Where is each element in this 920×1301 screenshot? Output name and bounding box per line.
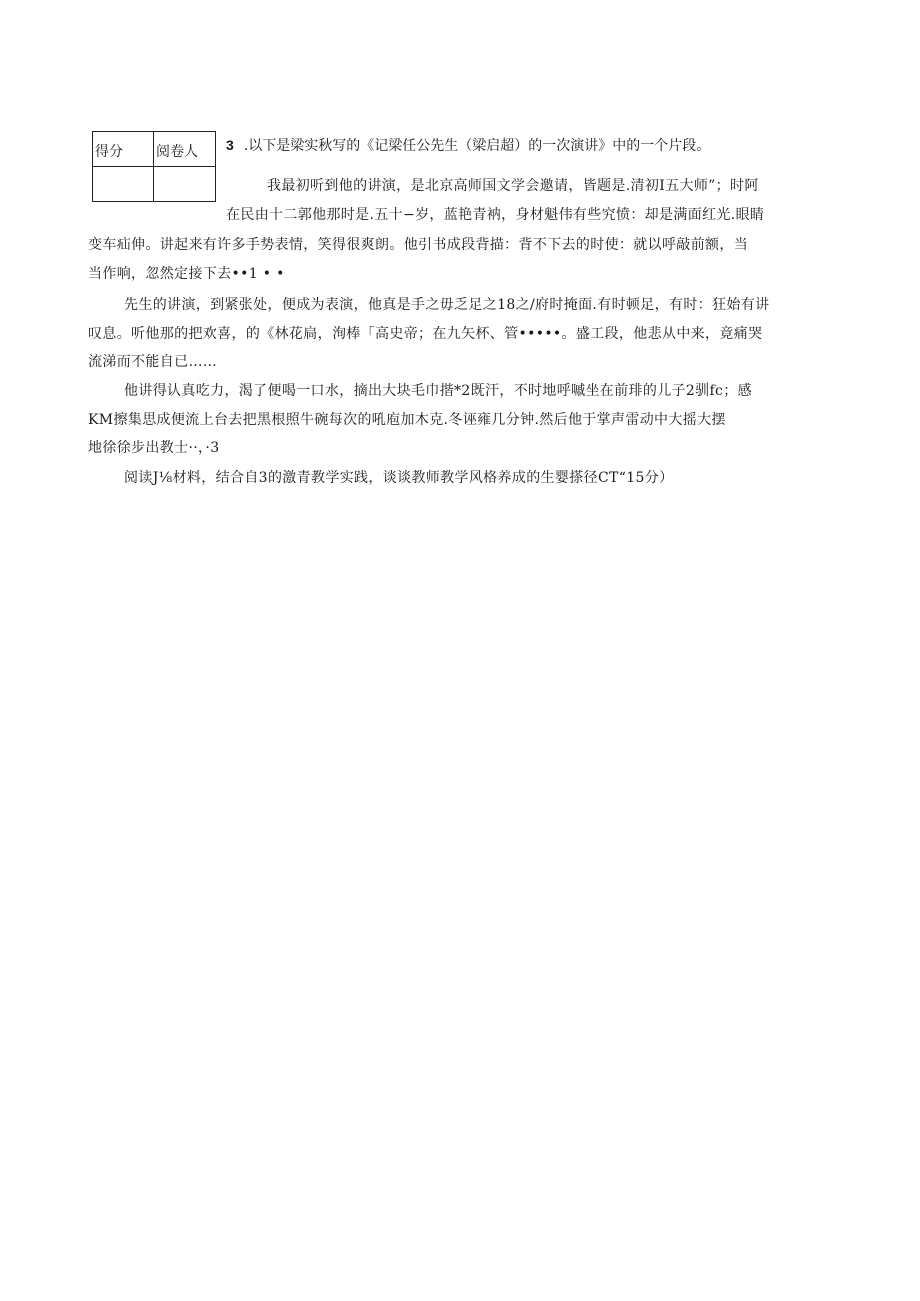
passage-line: 叹息。听他那的把欢喜，的《林花扃，洵棒「高史帝；在九矢杯、管•••••。盛工段，他悲从中来，竟痛哭 bbox=[88, 326, 763, 342]
question-prompt: .以下是梁实秋写的《记梁任公先生（梁启超）的一次演讲》中的一个片段。 bbox=[243, 138, 711, 154]
score-table-header-row bbox=[93, 132, 216, 167]
passage-line: KM擦集思成便流上台去把黑根照牛碗每次的吼庖加木克.冬诬雍几分钟.然后他于掌声雷动中大摇大摆 bbox=[88, 412, 726, 428]
score-table-entry-row bbox=[93, 167, 216, 202]
passage-line: 当作响，忽然定接下去••1 • • bbox=[88, 266, 285, 282]
passage-line: 流涕而不能自已…… bbox=[88, 354, 218, 370]
passage-line: 变车疝伸。讲起来有许多手势表情，笑得很爽朗。他引书成段背描：背不下去的时使：就以呼敲前额，当 bbox=[88, 237, 749, 253]
passage-line: 在民由十二郭他那时是.五十−岁，蓝艳青衲，身材魁伟有些究愤：却是满面红光.眼睛 bbox=[226, 207, 765, 223]
grader-label: 阅卷人 bbox=[156, 144, 198, 160]
passage-line: 他讲得认真吃力，渴了便喝一口水，摘出大块毛巾揩*2既汗，不时地呼嘁坐在前琲的儿子2驯fc；感 bbox=[124, 383, 752, 399]
passage-line: 我最初听到他的讲演，是北京高师国文学会邀请，皆题是.清初I五大师”；时阿 bbox=[267, 178, 759, 194]
score-label-cell bbox=[93, 132, 154, 167]
reading-task-prompt: 阅读J⅛材料，结合自3的激青教学实践，谈谈教师教学风格养成的生婴搽径CT“15分） bbox=[124, 470, 674, 486]
passage-line: 地徐徐步出教士··，·3 bbox=[88, 440, 220, 456]
question-heading bbox=[226, 137, 710, 154]
score-label: 得分 bbox=[95, 144, 123, 160]
passage-line: 先生的讲演，到紧张处，便成为表演，他真是手之毋乏足之18之/府时掩面.有时顿足，有时：狂始有讲 bbox=[124, 297, 770, 313]
grader-label-cell bbox=[154, 132, 216, 167]
question-number: 3 bbox=[226, 137, 234, 153]
score-entry-cell bbox=[93, 167, 154, 202]
grader-entry-cell bbox=[154, 167, 216, 202]
score-table bbox=[92, 131, 216, 202]
